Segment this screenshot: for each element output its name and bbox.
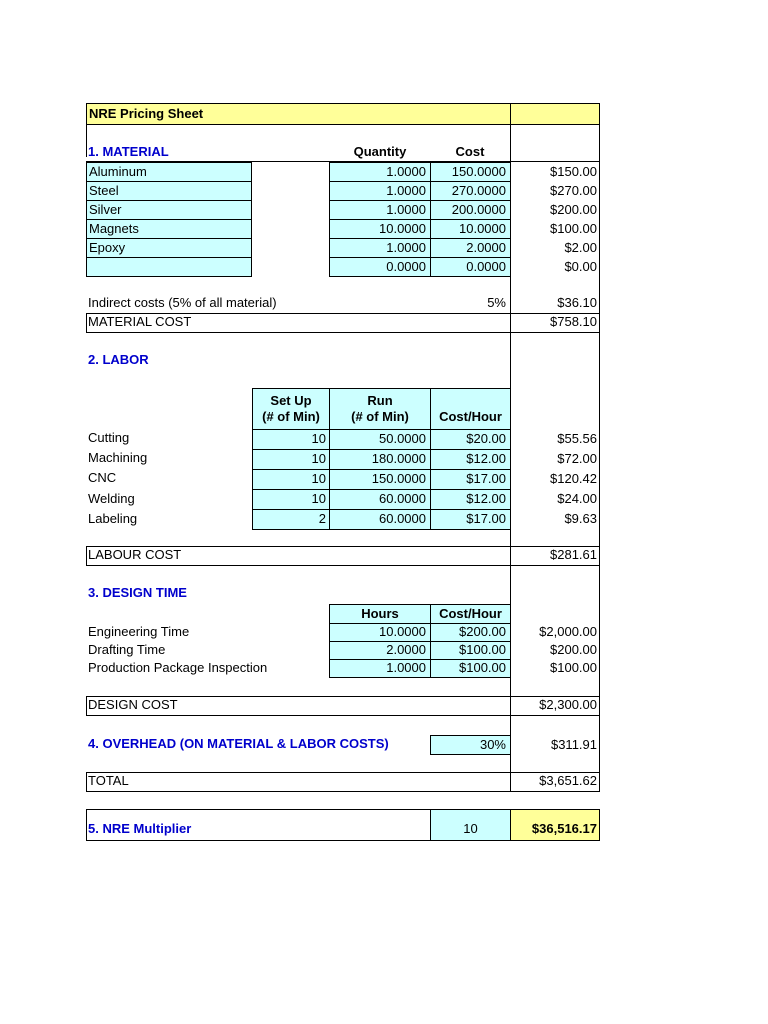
material-name: Epoxy bbox=[89, 240, 126, 255]
labor-col-rate: Cost/Hour bbox=[439, 409, 502, 424]
total-left-border bbox=[86, 772, 87, 792]
design-rate: $200.00 bbox=[459, 624, 506, 639]
material-cost: 200.0000 bbox=[451, 202, 506, 217]
design-cost-label: DESIGN COST bbox=[88, 697, 178, 712]
labor-rate: $12.00 bbox=[466, 491, 506, 506]
material-name-cell[interactable] bbox=[86, 257, 252, 277]
title-total-cell[interactable] bbox=[510, 103, 600, 125]
indirect-costs-total: $36.10 bbox=[557, 295, 597, 310]
design-col-hours: Hours bbox=[361, 606, 399, 621]
material-cost-bottom-line bbox=[86, 332, 600, 333]
design-heading: 3. DESIGN TIME bbox=[88, 585, 187, 600]
material-heading: 1. MATERIAL bbox=[88, 144, 169, 159]
material-qty: 0.0000 bbox=[386, 259, 426, 274]
sheet-left-border bbox=[86, 124, 87, 157]
material-col-cost: Cost bbox=[455, 144, 485, 159]
material-name: Steel bbox=[89, 183, 119, 198]
labor-rate: $12.00 bbox=[466, 451, 506, 466]
nre-heading: 5. NRE Multiplier bbox=[88, 821, 192, 836]
labor-rate: $17.00 bbox=[466, 471, 506, 486]
design-total: $200.00 bbox=[550, 642, 597, 657]
labor-col-run-line2: (# of Min) bbox=[351, 409, 409, 424]
labor-total: $120.42 bbox=[550, 471, 597, 486]
design-cost-bottom-line bbox=[86, 715, 600, 716]
material-qty: 10.0000 bbox=[379, 221, 426, 236]
material-col-quantity: Quantity bbox=[353, 144, 407, 159]
total-bottom-line bbox=[86, 791, 600, 792]
labor-setup: 10 bbox=[311, 431, 326, 446]
labor-cost-bottom-line bbox=[86, 565, 600, 566]
material-total: $2.00 bbox=[564, 240, 597, 255]
material-qty: 1.0000 bbox=[386, 240, 426, 255]
design-cost-total: $2,300.00 bbox=[539, 697, 597, 712]
material-cost: 0.0000 bbox=[466, 259, 506, 274]
labor-name: Machining bbox=[88, 450, 148, 465]
material-qty: 1.0000 bbox=[386, 164, 426, 179]
design-total: $2,000.00 bbox=[539, 624, 597, 639]
material-total: $100.00 bbox=[550, 221, 597, 236]
labor-col-run-line1: Run bbox=[367, 393, 393, 408]
labor-total: $9.63 bbox=[564, 511, 597, 526]
material-total: $150.00 bbox=[550, 164, 597, 179]
labor-cost-label: LABOUR COST bbox=[88, 547, 182, 562]
design-name: Engineering Time bbox=[88, 624, 190, 639]
indirect-costs-pct: 5% bbox=[487, 295, 506, 310]
labor-run: 60.0000 bbox=[379, 491, 426, 506]
overhead-pct: 30% bbox=[479, 737, 506, 752]
design-name: Drafting Time bbox=[88, 642, 166, 657]
design-rate: $100.00 bbox=[459, 660, 506, 675]
material-name: Silver bbox=[89, 202, 122, 217]
material-total: $0.00 bbox=[564, 259, 597, 274]
material-cost-label: MATERIAL COST bbox=[88, 314, 192, 329]
material-cost-left-border bbox=[86, 313, 87, 333]
labor-cost-left-border bbox=[86, 546, 87, 566]
material-total: $270.00 bbox=[550, 183, 597, 198]
labor-name: Welding bbox=[88, 491, 135, 506]
total-value: $3,651.62 bbox=[539, 773, 597, 788]
labor-rate: $20.00 bbox=[466, 431, 506, 446]
labor-run: 150.0000 bbox=[371, 471, 426, 486]
design-rate: $100.00 bbox=[459, 642, 506, 657]
labor-col-setup-line1: Set Up bbox=[270, 393, 312, 408]
design-name: Production Package Inspection bbox=[88, 660, 268, 675]
overhead-total: $311.91 bbox=[550, 737, 597, 752]
design-total: $100.00 bbox=[550, 660, 597, 675]
material-cost: 10.0000 bbox=[459, 221, 506, 236]
totals-column-right-border bbox=[599, 124, 600, 792]
labor-rate: $17.00 bbox=[466, 511, 506, 526]
material-cost: 2.0000 bbox=[466, 240, 506, 255]
labor-col-setup-line2: (# of Min) bbox=[262, 409, 320, 424]
material-name: Aluminum bbox=[89, 164, 147, 179]
material-cost: 150.0000 bbox=[451, 164, 506, 179]
labor-setup: 10 bbox=[311, 471, 326, 486]
labor-total: $55.56 bbox=[557, 431, 597, 446]
overhead-heading: 4. OVERHEAD (ON MATERIAL & LABOR COSTS) bbox=[88, 736, 389, 751]
design-cost-left-border bbox=[86, 696, 87, 716]
labor-setup: 10 bbox=[311, 451, 326, 466]
labor-total: $24.00 bbox=[557, 491, 597, 506]
sheet-title: NRE Pricing Sheet bbox=[89, 106, 204, 121]
labor-name: Labeling bbox=[88, 511, 138, 526]
material-name: Magnets bbox=[89, 221, 139, 236]
labor-name: CNC bbox=[88, 470, 117, 485]
labor-name: Cutting bbox=[88, 430, 130, 445]
material-qty: 1.0000 bbox=[386, 202, 426, 217]
labor-cost-total: $281.61 bbox=[550, 547, 597, 562]
labor-run: 180.0000 bbox=[371, 451, 426, 466]
material-total: $200.00 bbox=[550, 202, 597, 217]
nre-value: $36,516.17 bbox=[531, 821, 597, 836]
labor-heading: 2. LABOR bbox=[88, 352, 149, 367]
design-col-rate: Cost/Hour bbox=[439, 606, 502, 621]
material-qty: 1.0000 bbox=[386, 183, 426, 198]
labor-setup: 10 bbox=[311, 491, 326, 506]
labor-run: 60.0000 bbox=[379, 511, 426, 526]
nre-multiplier: 10 bbox=[463, 821, 478, 836]
material-cost: 270.0000 bbox=[451, 183, 506, 198]
indirect-costs-label: Indirect costs (5% of all material) bbox=[88, 295, 277, 310]
design-hours: 1.0000 bbox=[386, 660, 426, 675]
labor-run: 50.0000 bbox=[379, 431, 426, 446]
labor-setup: 2 bbox=[318, 511, 326, 526]
design-hours: 2.0000 bbox=[386, 642, 426, 657]
design-hours: 10.0000 bbox=[379, 624, 426, 639]
total-label: TOTAL bbox=[88, 773, 129, 788]
labor-total: $72.00 bbox=[557, 451, 597, 466]
material-cost-total: $758.10 bbox=[550, 314, 597, 329]
